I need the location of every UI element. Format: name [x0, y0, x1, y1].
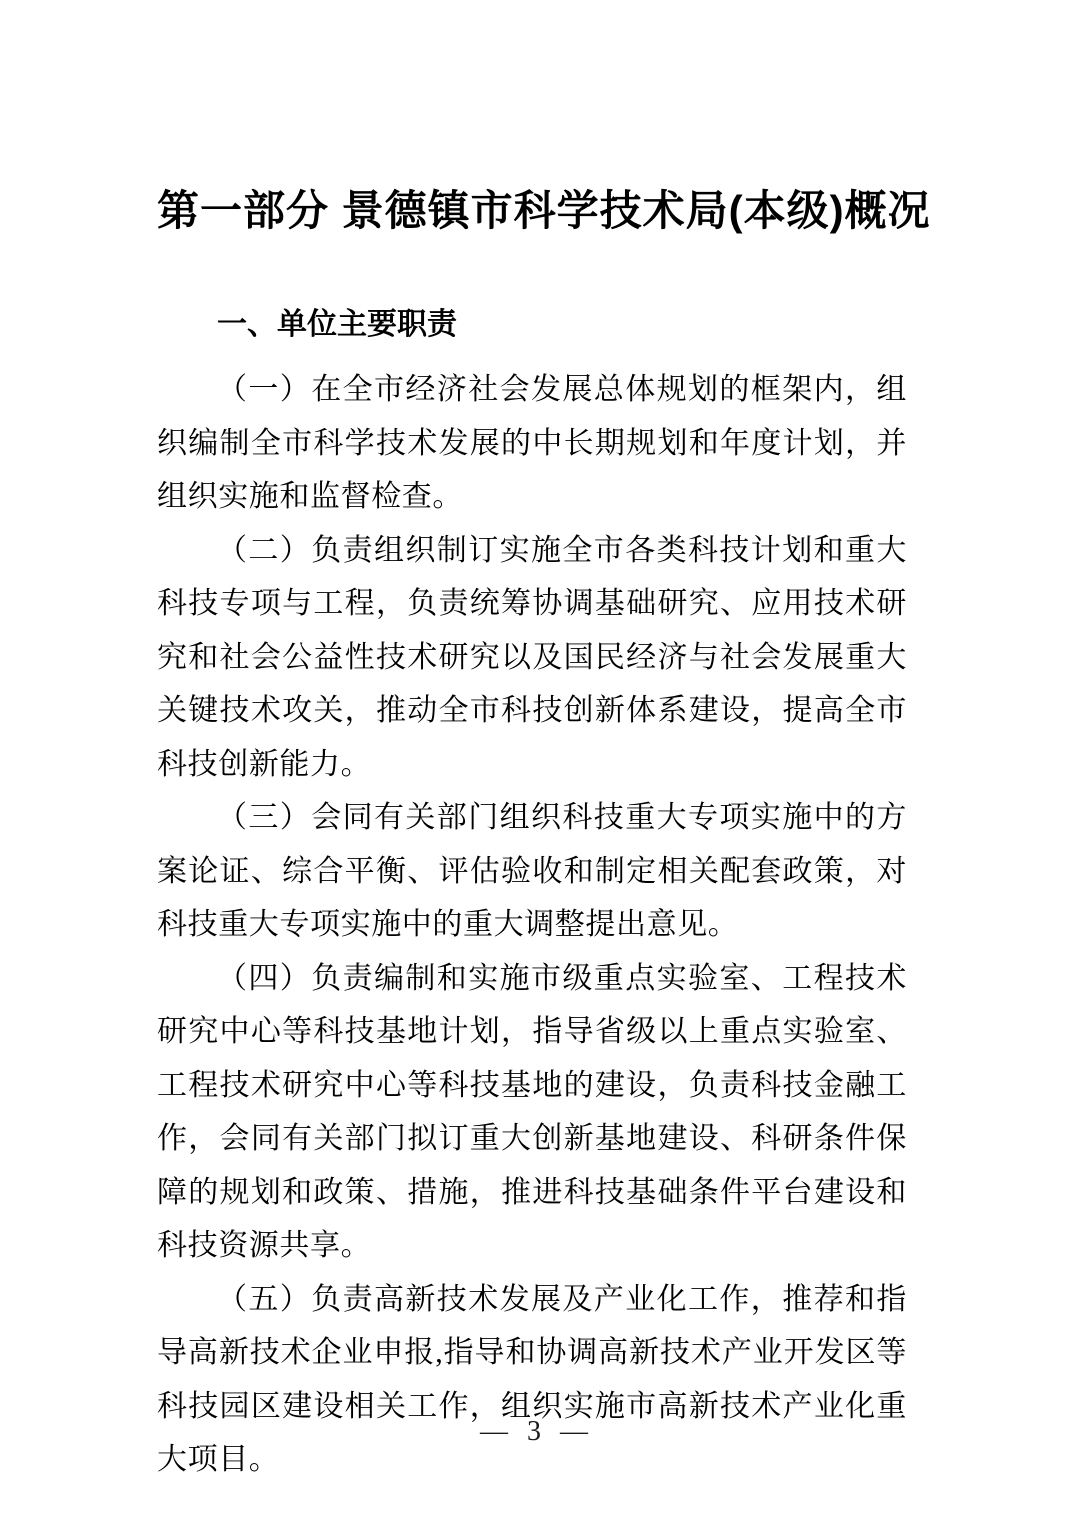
- page-number: — 3 —: [480, 1416, 594, 1447]
- paragraph-duty-4: （四）负责编制和实施市级重点实验室、工程技术研究中心等科技基地计划，指导省级以上重点实验室、工程技术研究中心等科技基地的建设，负责科技金融工作，会同有关部门拟订重大创新基地建设、科研条件保障的规划和政策、措施，推进科技基础条件平台建设和科技资源共享。: [157, 961, 907, 1262]
- document-title: 第一部分 景德镇市科学技术局(本级)概况: [157, 187, 931, 234]
- paragraph-duty-1: （一）在全市经济社会发展总体规划的框架内，组织编制全市科学技术发展的中长期规划和年度计划，并组织实施和监督检查。: [157, 373, 907, 513]
- section-heading: 一、单位主要职责: [217, 308, 457, 341]
- paragraph-duty-5: （五）负责高新技术发展及产业化工作，推荐和指导高新技术企业申报,指导和协调高新技术产业开发区等科技园区建设相关工作，组织实施市高新技术产业化重大项目。: [157, 1282, 907, 1476]
- paragraph-duty-2: （二）负责组织制订实施全市各类科技计划和重大科技专项与工程，负责统筹协调基础研究、应用技术研究和社会公益性技术研究以及国民经济与社会发展重大关键技术攻关，推动全市科技创新体系建设，提高全市科技创新能力。: [157, 533, 907, 781]
- document-body: [157, 363, 907, 1487]
- paragraph-duty-3: （三）会同有关部门组织科技重大专项实施中的方案论证、综合平衡、评估验收和制定相关配套政策，对科技重大专项实施中的重大调整提出意见。: [157, 801, 907, 941]
